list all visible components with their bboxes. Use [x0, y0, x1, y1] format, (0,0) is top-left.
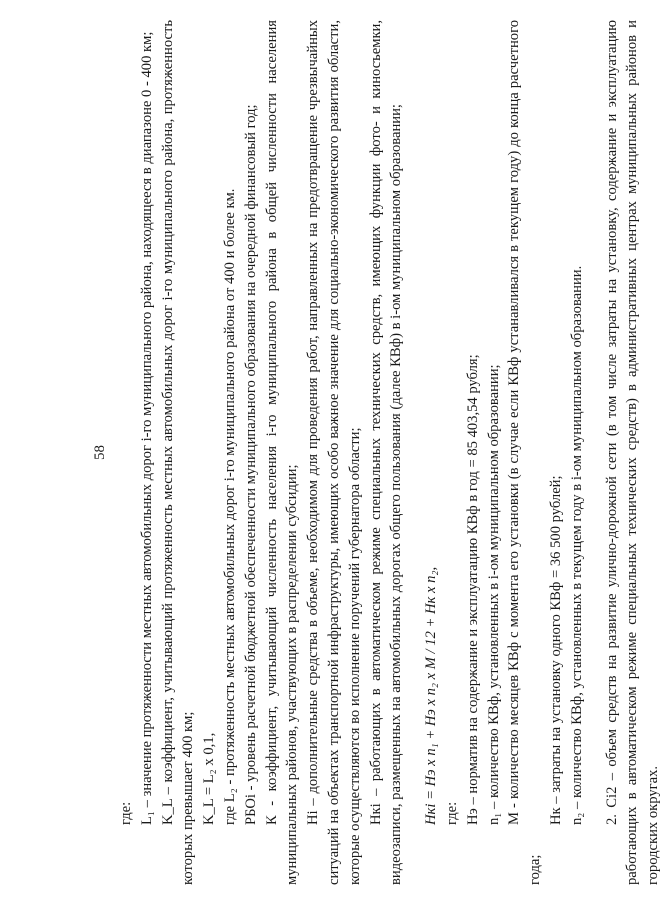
paragraph-ne-definition: Нэ – норматив на содержание и эксплуатацию КВф в год = 85 403,54 рубля; — [464, 354, 481, 825]
paragraph-rbo-definition: РБОi - уровень расчетной бюджетной обеспеченности муниципального образования на очередной финансовый год; — [242, 104, 259, 825]
paragraph-where-2: где: — [443, 801, 460, 825]
paragraph-n1-definition: n₁ – количество КВф, установленных в i-ом муниципальном образовании; — [485, 364, 502, 825]
paragraph-hi-definition: Нi – дополнительные средства в объеме, необходимом для проведения работ, направленных на предотвращение чрезвычайных ситуаций на объектах транспортной инфраструктуры, имеющих особо важное значение для социально-экономического развития области, которые осуществляются во исполнение поручений губернатора области; — [305, 20, 363, 885]
page-number: 58 — [92, 445, 108, 460]
paragraph-ci2-definition: 2. Сi2 – объем средств на развитие улично-дорожной сети (в том числе затраты на установку, содержание и эксплуатацию работающих в автоматическом режиме специальных технических средств) в административных центрах муниципальных районов и городских округах. — [603, 20, 662, 885]
formula-hki: Нкi = Нэ x n₁ + Нэ x n₂ x M / 12 + Нк x n₂, — [423, 566, 440, 825]
paragraph-nk-definition: Нк – затраты на установку одного КВф = 36 500 рублей; — [547, 475, 564, 825]
paragraph-m-definition: М - количество месяцев КВф с момента его установки (в случае если КВф устанавливался в текущем году) до конца расчетного года; — [506, 20, 544, 885]
paragraph-k-definition: К - коэффициент, учитывающий численность населения i-го муниципального района в общей численности населения муниципальных районов, участвующих в распределении субсидии; — [263, 20, 301, 885]
paragraph-n2-definition: n₂ – количество КВф, установленных в текущем году в i-ом муниципальном образовании. — [568, 265, 585, 825]
paragraph-kl-definition: K_L – коэффициент, учитывающий протяженность местных автомобильных дорог i-го муниципального района, протяженность которых превышает 400 км; — [159, 20, 197, 885]
paragraph-l1-definition: L₁ – значение протяженности местных автомобильных дорог i-го муниципального района, находящееся в диапазоне 0 - 400 км; — [138, 31, 155, 825]
paragraph-l2-definition: где L₂ - протяженность местных автомобильных дорог i-го муниципального района от 400 и более км. — [221, 188, 238, 825]
paragraph-where-1: где: — [118, 801, 134, 825]
paragraph-hki-definition: Нкi – работающих в автоматическом режиме специальных технических средств, имеющих функции фото- и киносъемки, видеозаписи, размещенных на автомобильных дорогах общего пользования (далее КВф) в i-ом муниципальном образовании; — [367, 20, 405, 885]
document-body — [116, 20, 664, 885]
paragraph-kl-formula: K_L = L₂ x 0,1, — [201, 732, 218, 825]
